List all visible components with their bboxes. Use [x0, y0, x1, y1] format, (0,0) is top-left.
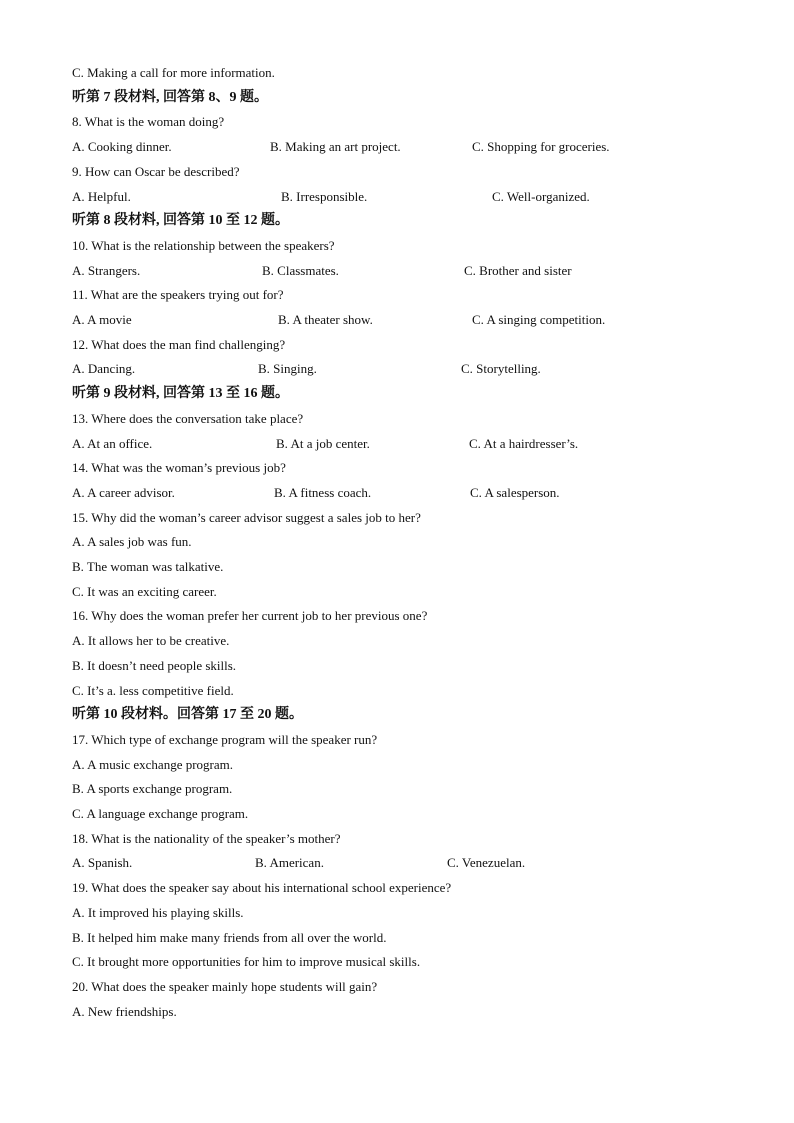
question-16: 16. Why does the woman prefer her current job to her previous one? — [72, 608, 428, 623]
option-line: A. It allows her to be creative. — [72, 633, 230, 648]
question-14: 14. What was the woman’s previous job? — [72, 460, 286, 475]
option-c: C. Storytelling. — [461, 361, 541, 376]
section-heading-8: 听第 8 段材料, 回答第 10 至 12 题。 — [72, 213, 289, 228]
option-a: A. A career advisor. — [72, 485, 175, 500]
option-line: A. It improved his playing skills. — [72, 905, 244, 920]
question-17: 17. Which type of exchange program will the speaker run? — [72, 732, 378, 747]
option-b: B. Making an art project. — [270, 139, 401, 154]
option-line: C. A language exchange program. — [72, 806, 249, 821]
question-10: 10. What is the relationship between the speakers? — [72, 238, 335, 253]
question-20: 20. What does the speaker mainly hope students will gain? — [72, 979, 378, 994]
question-15: 15. Why did the woman’s career advisor suggest a sales job to her? — [72, 510, 421, 525]
question-8: 8. What is the woman doing? — [72, 114, 225, 129]
option-a: A. At an office. — [72, 436, 153, 451]
option-b: B. American. — [255, 855, 324, 870]
option-c: C. Venezuelan. — [447, 855, 526, 870]
option-a: A. Spanish. — [72, 855, 133, 870]
option-b: B. Singing. — [258, 361, 317, 376]
option-b: B. Classmates. — [262, 263, 339, 278]
option-a: A. Helpful. — [72, 189, 131, 204]
question-12: 12. What does the man find challenging? — [72, 337, 286, 352]
option-line: B. It doesn’t need people skills. — [72, 658, 237, 673]
option-line: B. It helped him make many friends from all over the world. — [72, 930, 387, 945]
option-line: C. It was an exciting career. — [72, 584, 217, 599]
question-19: 19. What does the speaker say about his international school experience? — [72, 880, 452, 895]
question-11: 11. What are the speakers trying out for? — [72, 287, 284, 302]
option-a: A. Strangers. — [72, 263, 141, 278]
option-line: B. The woman was talkative. — [72, 559, 224, 574]
section-heading-7: 听第 7 段材料, 回答第 8、9 题。 — [72, 90, 268, 105]
option-c: C. Shopping for groceries. — [472, 139, 610, 154]
option-b: B. A fitness coach. — [274, 485, 372, 500]
option-a: A. A movie — [72, 312, 132, 327]
option-line: B. A sports exchange program. — [72, 781, 233, 796]
question-13: 13. Where does the conversation take place? — [72, 411, 304, 426]
option-line: A. A sales job was fun. — [72, 534, 192, 549]
option-b: B. At a job center. — [276, 436, 370, 451]
option-c: C. At a hairdresser’s. — [469, 436, 579, 451]
option-line: C. It’s a. less competitive field. — [72, 683, 234, 698]
question-9: 9. How can Oscar be described? — [72, 164, 240, 179]
option-line: A. A music exchange program. — [72, 757, 234, 772]
option-b: B. Irresponsible. — [281, 189, 368, 204]
section-heading-9: 听第 9 段材料, 回答第 13 至 16 题。 — [72, 386, 289, 401]
option-c: C. A salesperson. — [470, 485, 560, 500]
option-line: C. It brought more opportunities for him to improve musical skills. — [72, 954, 421, 969]
option-c: C. Well-organized. — [492, 189, 590, 204]
question-18: 18. What is the nationality of the speaker’s mother? — [72, 831, 341, 846]
option-c: C. Brother and sister — [464, 263, 572, 278]
section-heading-10: 听第 10 段材料。回答第 17 至 20 题。 — [72, 707, 303, 722]
option-line: A. New friendships. — [72, 1004, 177, 1019]
option-b: B. A theater show. — [278, 312, 373, 327]
option-a: A. Cooking dinner. — [72, 139, 172, 154]
option-line: C. Making a call for more information. — [72, 65, 275, 80]
option-c: C. A singing competition. — [472, 312, 606, 327]
option-a: A. Dancing. — [72, 361, 136, 376]
